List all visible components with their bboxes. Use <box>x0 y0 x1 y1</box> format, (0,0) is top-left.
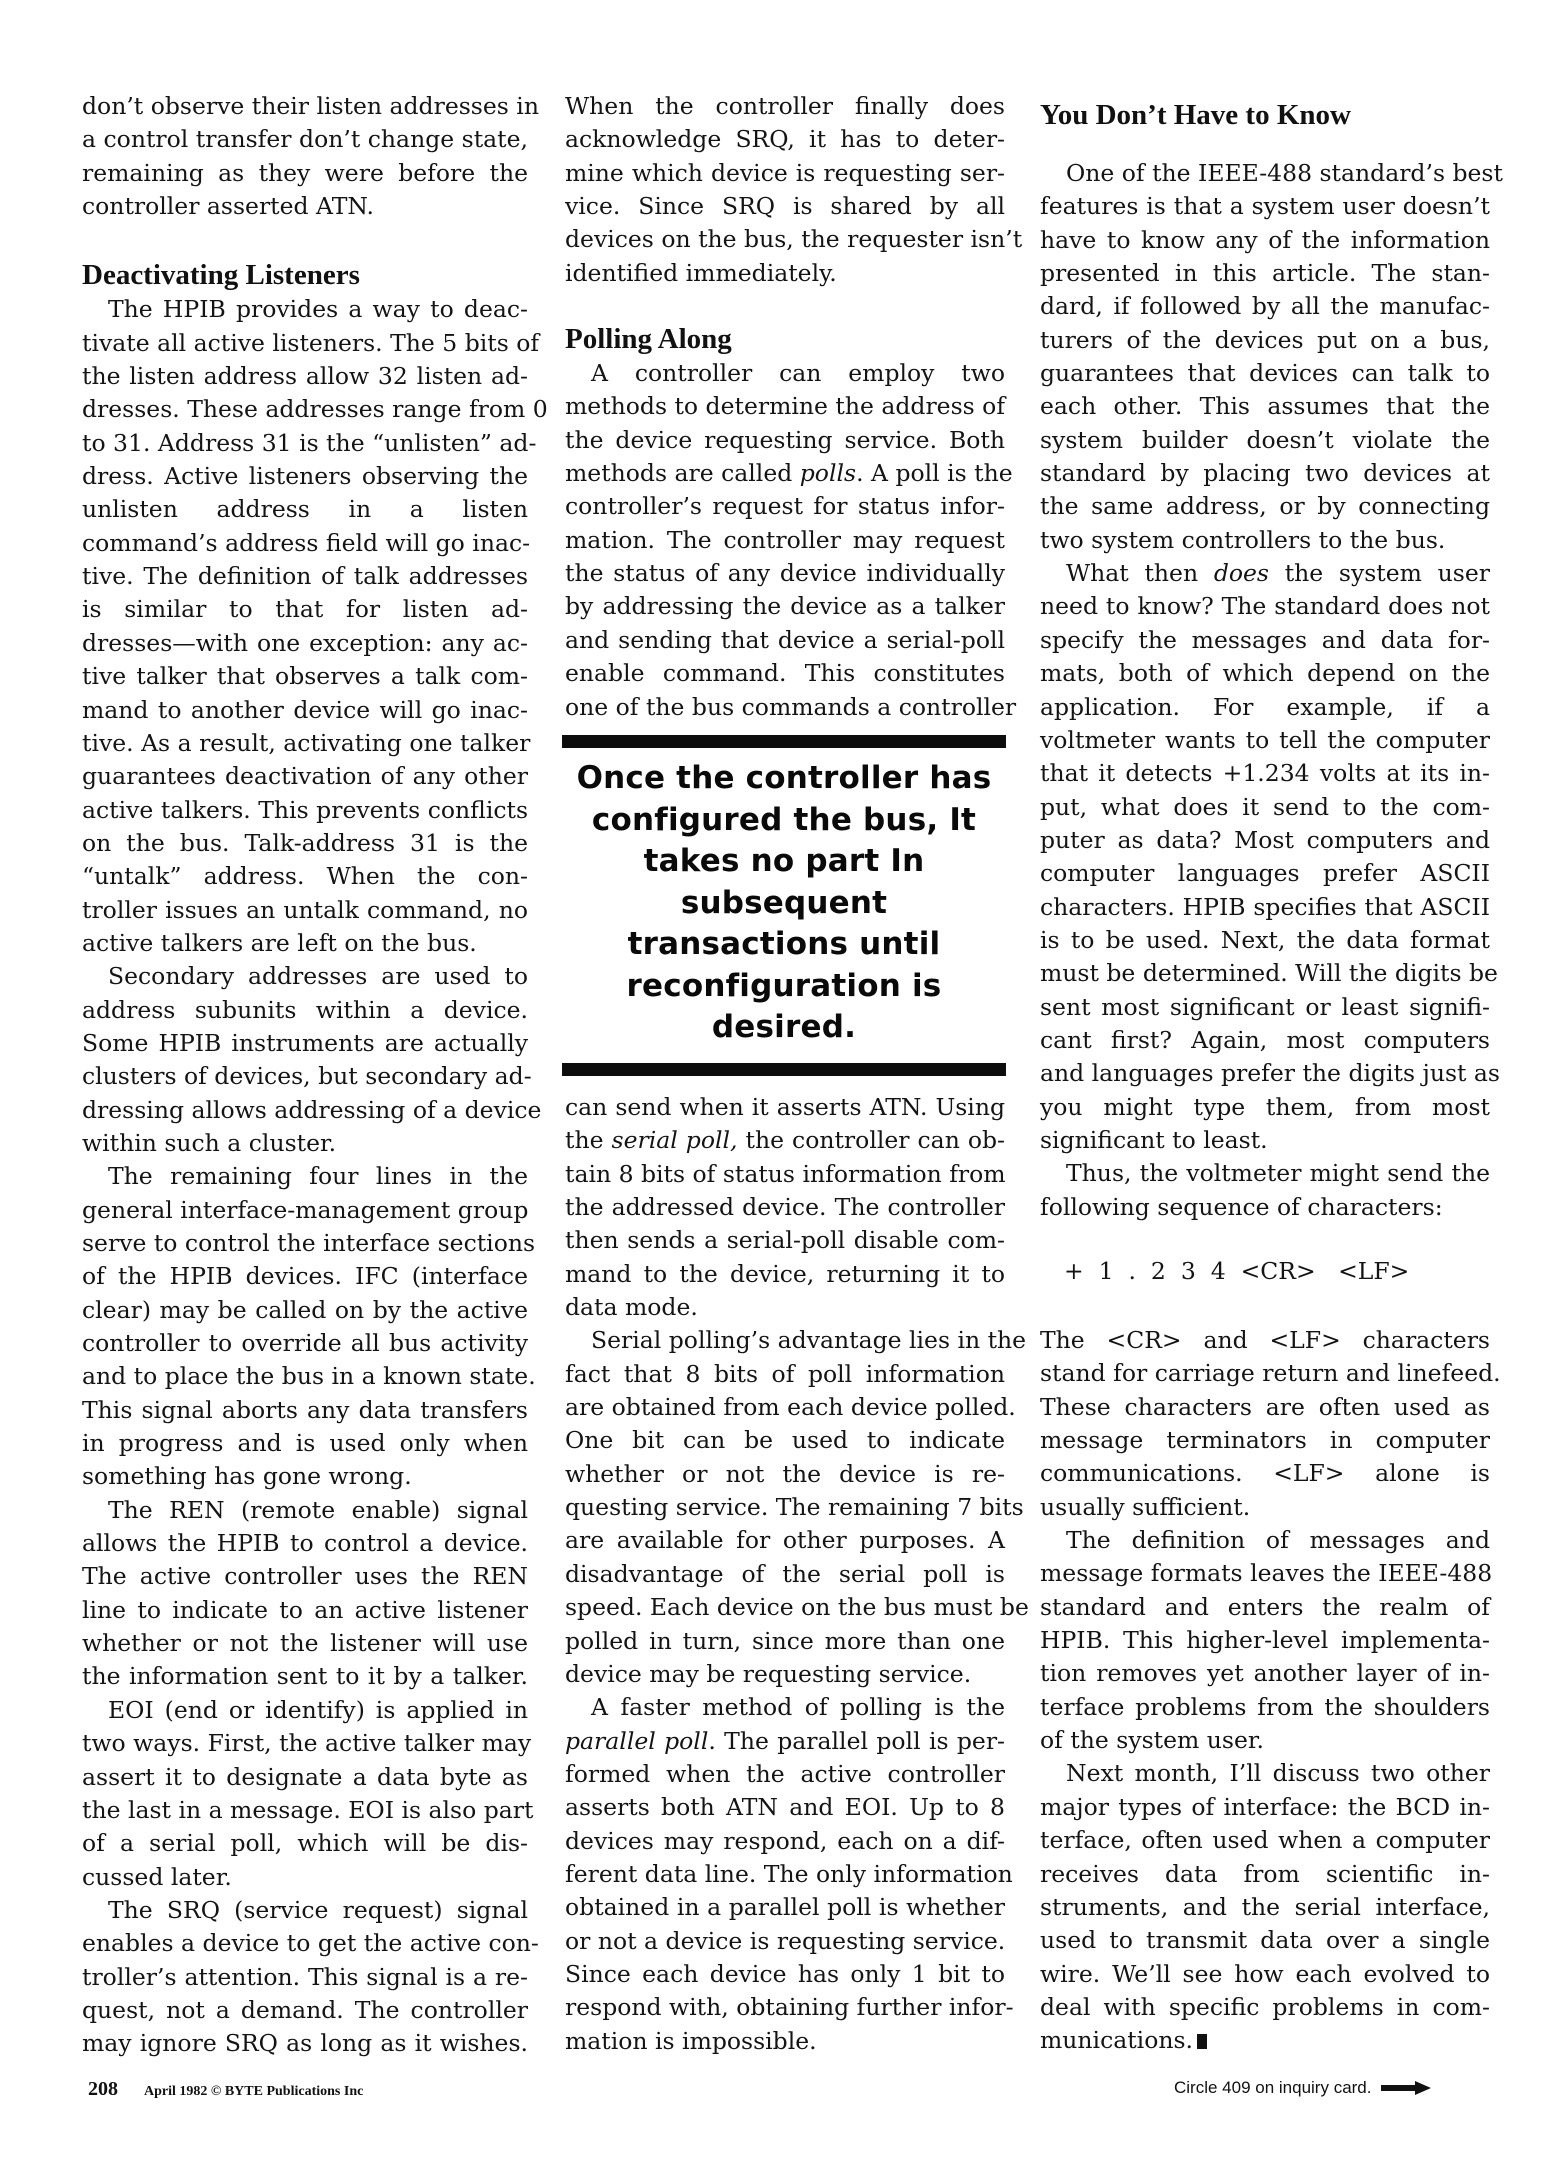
text-line: may ignore SRQ as long as it wishes. <box>82 2029 528 2058</box>
paragraph <box>565 357 1017 724</box>
text-line: disadvantage of the serial poll is <box>565 1559 1005 1588</box>
text-line: the device requesting service. Both <box>565 425 1005 454</box>
text-line: a control transfer don’t change state, <box>82 125 528 154</box>
text-line: specify the messages and data for- <box>1040 625 1490 654</box>
inquiry-text: Circle 409 on inquiry card. <box>1174 2078 1372 2097</box>
text-line: features is that a system user doesn’t <box>1040 192 1490 221</box>
text-line: mand to the device, returning it to <box>565 1259 1005 1288</box>
text-line: cant first? Again, most computers <box>1040 1025 1490 1054</box>
pull-quote-line: configured the bus, It <box>591 801 977 838</box>
text-line: active talkers are left on the bus. <box>82 928 477 957</box>
text-line: Since each device has only 1 bit to <box>565 1959 1005 1988</box>
text-line: in progress and is used only when <box>82 1429 528 1458</box>
text-line: HPIB. This higher-level implementa- <box>1040 1626 1490 1655</box>
text-line: have to know any of the information <box>1040 225 1490 254</box>
text-line: the addressed device. The controller <box>565 1193 1005 1222</box>
text-line: wire. We’ll see how each evolved to <box>1040 1959 1490 1988</box>
text-line: dresses—with one exception: any ac- <box>82 628 528 657</box>
text-line: questing service. The remaining 7 bits <box>565 1493 1024 1522</box>
text-line: are obtained from each device polled. <box>565 1393 1016 1422</box>
italic-term-polls: polls <box>799 459 857 488</box>
text-line: When the controller finally does <box>565 92 1005 120</box>
paragraph <box>1040 1324 1501 1524</box>
text-line: devices on the bus, the requester isn’t <box>565 225 1023 254</box>
text-line: dressing allows addressing of a device <box>82 1095 542 1124</box>
text-line: on the bus. Talk-address 31 is the <box>82 828 528 857</box>
text-line: guarantees deactivation of any other <box>82 762 528 791</box>
text-line: presented in this article. The stan- <box>1040 259 1490 288</box>
pull-quote-line: reconfiguration is <box>626 967 942 1004</box>
text-line: “untalk” address. When the con- <box>82 862 528 891</box>
text-fragment: munications. <box>1040 2026 1194 2055</box>
text-line: must be determined. Will the digits be <box>1040 959 1498 988</box>
text-line: dresses. These addresses range from 0 <box>82 395 548 424</box>
paragraph <box>82 1160 536 1493</box>
text-line: The SRQ (service request) signal <box>108 1895 528 1924</box>
text-line: vice. Since SRQ is shared by all <box>565 192 1005 221</box>
text-line: significant to least. <box>1040 1125 1268 1154</box>
middle-column-bottom <box>565 1091 1029 2058</box>
text-line: mine which device is requesting ser- <box>565 158 1005 187</box>
text-line: enables a device to get the active con- <box>82 1929 539 1958</box>
text-line: and languages prefer the digits just as <box>1040 1059 1500 1088</box>
paragraph <box>82 960 542 1160</box>
text-line: obtained in a parallel poll is whether <box>565 1893 1005 1922</box>
paragraph <box>1040 557 1500 1157</box>
text-line <box>1040 557 1490 590</box>
text-line: devices may respond, each on a dif- <box>565 1826 1005 1855</box>
text-line: The remaining four lines in the <box>108 1162 528 1191</box>
text-fragment: . The parallel poll is per- <box>708 1726 1005 1755</box>
text-line: Next month, I’ll discuss two other <box>1066 1759 1490 1788</box>
paragraph <box>82 1694 534 1894</box>
text-line: following sequence of characters: <box>1040 1192 1443 1221</box>
text-line: is to be used. Next, the data format <box>1040 925 1490 954</box>
pull-quote-top-rule <box>562 735 1006 748</box>
text-line: standard by placing two devices at <box>1040 459 1490 488</box>
text-line: allows the HPIB to control a device. <box>82 1529 528 1558</box>
text-line: that it detects +1.234 volts at its in- <box>1040 759 1490 788</box>
text-line: two system controllers to the bus. <box>1040 525 1446 554</box>
text-line: respond with, obtaining further infor- <box>565 1993 1014 2022</box>
text-line: of the system user. <box>1040 1726 1264 1755</box>
text-line: the last in a message. EOI is also part <box>82 1795 534 1824</box>
italic-term-does: does <box>1213 559 1269 588</box>
text-line: and to place the bus in a known state. <box>82 1362 536 1391</box>
text-line: assert it to designate a data byte as <box>82 1762 528 1791</box>
text-line: something has gone wrong. <box>82 1462 412 1491</box>
text-line: clear) may be called on by the active <box>82 1295 528 1324</box>
text-line: standard and enters the realm of <box>1040 1592 1490 1621</box>
text-line: receives data from scientific in- <box>1040 1859 1490 1888</box>
text-line: tive talker that observes a talk com- <box>82 662 528 691</box>
text-line: usually sufficient. <box>1040 1492 1251 1521</box>
text-line: is similar to that for listen ad- <box>82 595 528 624</box>
text-line: This signal aborts any data transfers <box>82 1395 528 1424</box>
text-line <box>565 1725 1005 1758</box>
text-line: polled in turn, since more than one <box>565 1626 1005 1655</box>
text-fragment: the controller can ob- <box>737 1126 1005 1155</box>
text-line <box>565 1124 1005 1157</box>
text-fragment: . A poll is the <box>856 459 1013 488</box>
text-line: major types of interface: the BCD in- <box>1040 1792 1490 1821</box>
text-line: the same address, or by connecting <box>1040 492 1490 521</box>
text-line: A faster method of polling is the <box>591 1693 1005 1722</box>
text-line: troller issues an untalk command, no <box>82 895 528 924</box>
paragraph <box>1040 157 1503 557</box>
text-line: general interface-management group <box>82 1195 529 1224</box>
text-line <box>565 457 1013 490</box>
text-line: formed when the active controller <box>565 1759 1005 1788</box>
text-line: tion removes yet another layer of in- <box>1040 1659 1490 1688</box>
text-line: controller’s request for status infor- <box>565 492 1005 521</box>
pull-quote-line: desired. <box>711 1009 857 1045</box>
text-line: communications. <LF> alone is <box>1040 1459 1490 1488</box>
text-line: stand for carriage return and linefeed. <box>1040 1359 1501 1388</box>
paragraph <box>82 293 548 960</box>
text-line: the status of any device individually <box>565 559 1005 588</box>
text-line: address subunits within a device. <box>82 995 528 1024</box>
text-line: The definition of messages and <box>1066 1526 1490 1555</box>
text-line: computer languages prefer ASCII <box>1040 859 1490 888</box>
paragraph <box>82 1894 539 2061</box>
text-line: The HPIB provides a way to deac- <box>108 295 528 324</box>
text-line: mation is impossible. <box>565 2026 817 2055</box>
text-line: sent most significant or least signifi- <box>1040 992 1490 1021</box>
text-line: tain 8 bits of status information from <box>565 1159 1006 1188</box>
text-line: one of the bus commands a controller <box>565 692 1017 721</box>
text-line: the listen address allow 32 listen ad- <box>82 362 528 391</box>
text-line: message formats leaves the IEEE-488 <box>1040 1559 1493 1588</box>
pull-quote-line: subsequent <box>680 884 888 921</box>
text-line: enable command. This constitutes <box>565 659 1005 688</box>
text-line: controller asserted ATN. <box>82 192 374 221</box>
text-line: of the HPIB devices. IFC (interface <box>82 1262 528 1291</box>
paragraph <box>1040 1757 1490 2057</box>
text-line: mand to another device will go inac- <box>82 695 528 724</box>
text-line: EOI (end or identify) is applied in <box>108 1695 528 1724</box>
text-line: turers of the devices put on a bus, <box>1040 325 1490 354</box>
text-fragment: the system user <box>1268 559 1490 588</box>
text-line: system builder doesn’t violate the <box>1040 425 1490 454</box>
text-line: methods to determine the address of <box>565 392 1006 421</box>
text-line: One bit can be used to indicate <box>565 1426 1005 1455</box>
text-fragment: What then <box>1066 559 1214 588</box>
section-heading-you-dont-have-to-know: You Don’t Have to Know <box>1040 99 1351 131</box>
text-line: dard, if followed by all the manufac- <box>1040 292 1490 321</box>
text-line: mation. The controller may request <box>565 525 1005 554</box>
text-line: two ways. First, the active talker may <box>82 1729 532 1758</box>
right-arrow-icon <box>1381 2081 1431 2095</box>
text-line: cussed later. <box>82 1862 232 1891</box>
text-line: to 31. Address 31 is the “unlisten” ad- <box>82 428 537 457</box>
paragraph <box>565 1691 1014 2058</box>
text-line: active talkers. This prevents conflicts <box>82 795 528 824</box>
text-line: then sends a serial-poll disable com- <box>565 1226 1005 1255</box>
text-line: The active controller uses the REN <box>82 1562 528 1591</box>
text-fragment: the <box>565 1126 604 1155</box>
left-intro <box>82 90 539 223</box>
text-line: can send when it asserts ATN. Using <box>565 1093 1005 1121</box>
character-sequence-block <box>1040 1224 1490 1324</box>
text-line: tive. The definition of talk addresses <box>82 562 528 591</box>
paragraph <box>1040 1524 1493 1757</box>
publication-credit: April 1982 © BYTE Publications Inc <box>144 2084 364 2099</box>
text-line: by addressing the device as a talker <box>565 592 1005 621</box>
paragraph <box>1040 1157 1490 1224</box>
end-of-article-mark-icon <box>1197 2034 1207 2049</box>
text-line: troller’s attention. This signal is a re- <box>82 1962 528 1991</box>
section-heading-polling-along: Polling Along <box>565 323 732 356</box>
text-line: guarantees that devices can talk to <box>1040 359 1490 388</box>
text-line: line to indicate to an active listener <box>82 1595 528 1624</box>
text-line: within such a cluster. <box>82 1128 337 1157</box>
text-line: whether or not the device is re- <box>565 1459 1005 1488</box>
text-line: dress. Active listeners observing the <box>82 462 528 491</box>
text-line: ferent data line. The only information <box>565 1859 1013 1888</box>
text-line: each other. This assumes that the <box>1040 392 1490 421</box>
text-line: controller to override all bus activity <box>82 1329 528 1358</box>
text-line: identified immediately. <box>565 258 837 287</box>
text-line: fact that 8 bits of poll information <box>565 1359 1005 1388</box>
text-line: Secondary addresses are used to <box>108 962 528 991</box>
page-footer-left <box>88 2078 363 2101</box>
text-line: A controller can employ two <box>591 359 1005 388</box>
left-column <box>82 90 548 2061</box>
text-line: of a serial poll, which will be dis- <box>82 1829 528 1858</box>
text-line: One of the IEEE-488 standard’s best <box>1066 159 1503 187</box>
paragraph <box>565 1324 1029 1691</box>
text-line: tive. As a result, activating one talker <box>82 728 531 757</box>
text-line: These characters are often used as <box>1040 1392 1490 1421</box>
character-sequence: + 1 . 2 3 4 <CR> <LF> <box>1064 1257 1410 1285</box>
middle-column-top <box>565 90 1023 724</box>
text-line: need to know? The standard does not <box>1040 592 1490 621</box>
text-line: you might type them, from most <box>1040 1092 1490 1121</box>
text-line: used to transmit data over a single <box>1040 1926 1490 1955</box>
text-line <box>1040 2024 1490 2057</box>
text-line: The <CR> and <LF> characters <box>1040 1326 1490 1354</box>
paragraph <box>82 1494 528 1694</box>
text-line: speed. Each device on the bus must be <box>565 1593 1029 1622</box>
text-line: mats, both of which depend on the <box>1040 659 1490 688</box>
text-line: Serial polling’s advantage lies in the <box>591 1326 1027 1355</box>
text-line: application. For example, if a <box>1040 692 1490 721</box>
paragraph-continued <box>565 1091 1005 1324</box>
text-line: asserts both ATN and EOI. Up to 8 <box>565 1793 1005 1822</box>
right-column <box>1040 97 1503 2058</box>
pull-quote-line: takes no part In <box>643 843 925 879</box>
text-line: device may be requesting service. <box>565 1659 972 1688</box>
text-line: quest, not a demand. The controller <box>82 1995 528 2024</box>
text-line: remaining as they were before the <box>82 158 528 187</box>
text-line: command’s address field will go inac- <box>82 528 531 557</box>
middle-intro <box>565 90 1023 290</box>
text-line: terface problems from the shoulders <box>1040 1692 1490 1721</box>
text-line: struments, and the serial interface, <box>1040 1892 1490 1921</box>
text-line: put, what does it send to the com- <box>1040 792 1490 821</box>
text-line: Some HPIB instruments are actually <box>82 1028 528 1057</box>
pull-quote-line: transactions until <box>627 926 941 962</box>
text-line: serve to control the interface sections <box>82 1229 536 1257</box>
text-line: acknowledge SRQ, it has to deter- <box>565 125 1005 154</box>
pull-quote <box>562 735 1006 1077</box>
italic-term-serial-poll: serial poll, <box>611 1126 738 1155</box>
pull-quote-bottom-rule <box>562 1063 1006 1076</box>
text-line: characters. HPIB specifies that ASCII <box>1040 892 1490 921</box>
text-line: puter as data? Most computers and <box>1040 825 1490 854</box>
pull-quote-line: Once the controller has <box>576 760 992 796</box>
text-fragment: methods are called <box>565 459 793 488</box>
text-line: or not a device is requesting service. <box>565 1926 1006 1955</box>
italic-term-parallel-poll: parallel poll <box>565 1726 709 1755</box>
text-line: are available for other purposes. A <box>565 1526 1005 1555</box>
section-heading-deactivating-listeners: Deactivating Listeners <box>82 259 360 292</box>
text-line: message terminators in computer <box>1040 1426 1490 1455</box>
text-line: The REN (remote enable) signal <box>108 1495 528 1524</box>
text-line: clusters of devices, but secondary ad- <box>82 1062 532 1091</box>
page-number: 208 <box>88 2078 118 2100</box>
text-line: Thus, the voltmeter might send the <box>1066 1159 1490 1188</box>
text-line: tivate all active listeners. The 5 bits of <box>82 328 540 357</box>
text-line: the information sent to it by a talker. <box>82 1662 528 1691</box>
text-line: voltmeter wants to tell the computer <box>1040 725 1490 754</box>
text-line: data mode. <box>565 1293 698 1322</box>
text-line: and sending that device a serial-poll <box>565 625 1005 654</box>
text-line: deal with specific problems in com- <box>1040 1992 1490 2021</box>
text-line: terface, often used when a computer <box>1040 1826 1490 1855</box>
inquiry-card-note <box>1174 2078 1431 2098</box>
text-line: don’t observe their listen addresses in <box>82 92 539 120</box>
text-line: unlisten address in a listen <box>82 495 528 524</box>
text-line: whether or not the listener will use <box>82 1629 528 1658</box>
pull-quote-text <box>562 758 1006 1049</box>
